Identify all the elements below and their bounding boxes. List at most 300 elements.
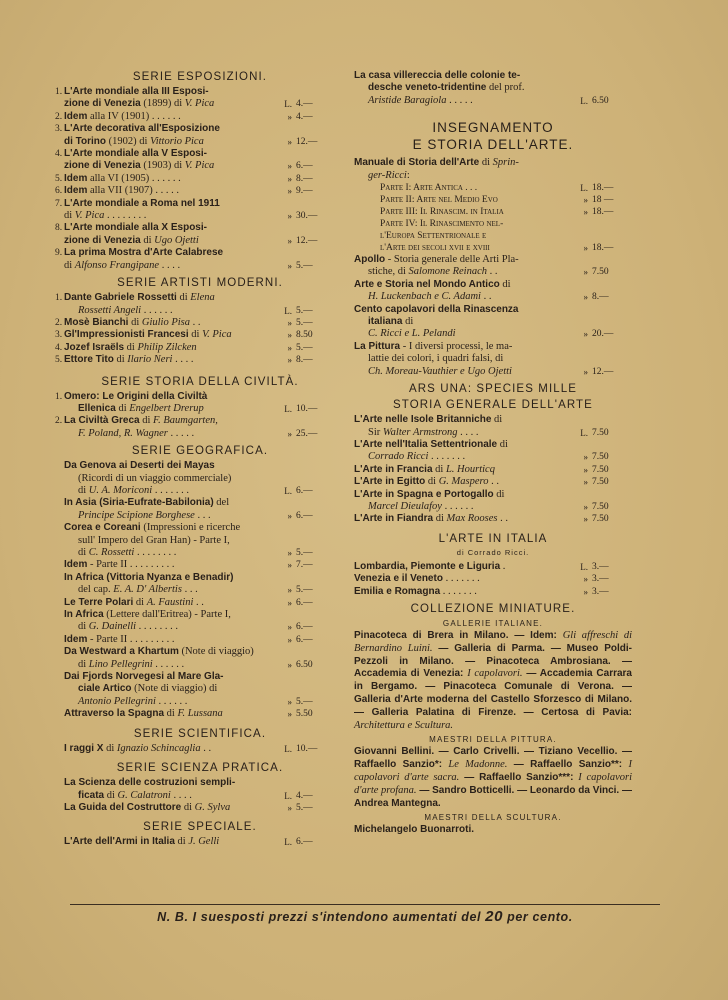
- currency-mark: »: [583, 267, 588, 278]
- currency-mark: »: [583, 366, 588, 377]
- entry-text: - Parte II . . . . . . . . .: [87, 559, 175, 571]
- para-italic: I capolavori d'arte sacra.: [354, 759, 632, 783]
- scultura-list: [354, 824, 632, 837]
- entry-title: L'Arte nelle Isole Britanniche: [354, 414, 492, 426]
- catalog-entry: [64, 836, 336, 848]
- entry-text: di: [181, 801, 195, 813]
- entry-author: V. Pica: [74, 210, 105, 222]
- entry-line2: [64, 210, 146, 221]
- entry-line2: [64, 696, 156, 707]
- entry-line2: [354, 451, 465, 462]
- entry-text: . . . . .: [446, 94, 473, 106]
- price: 5.—: [296, 696, 313, 707]
- entry-line2: [354, 82, 525, 93]
- entry-number: 4.: [55, 149, 63, 160]
- part-label: Parte II: Arte nel Medio Evo: [380, 195, 498, 206]
- entry-title: Dai Fjords Norvegesi al Mare Gla-: [64, 671, 224, 683]
- entry-text: . . .: [194, 509, 211, 521]
- entry-title: In Asia (Siria-Eufrate-Babilonia): [64, 497, 214, 509]
- entry-author: Salomone Reinach: [408, 266, 487, 278]
- entry-title: L'Arte nell'Italia Settentrionale: [354, 438, 498, 450]
- entry-title: L'Arte mondiale alla V Esposi-: [64, 148, 207, 160]
- section-title-italia: L'ARTE IN ITALIA: [438, 532, 548, 545]
- entry-title: In Africa (Vittoria Nyanza e Benadir): [64, 571, 234, 583]
- entry-text: . . . . . . .: [442, 573, 480, 585]
- currency-mark: »: [583, 464, 588, 475]
- catalog-entry: [55, 329, 336, 341]
- manuale-part: [354, 218, 632, 254]
- entry-text: di: [78, 658, 89, 670]
- entry-author: Ignazio Schincaglia: [116, 742, 201, 754]
- price: 7.50: [592, 514, 609, 525]
- catalog-entry: [55, 197, 336, 223]
- section-title-civilta: SERIE STORIA DELLA CIVILTÀ.: [101, 375, 299, 388]
- entry-text: di: [113, 354, 128, 366]
- currency-mark: »: [287, 186, 292, 197]
- entry-line2: [64, 98, 214, 109]
- currency-mark: »: [583, 501, 588, 512]
- para-bold: — Galleria di Parma. — Museo Poldi-Pezzoli in Milano. — Pinacoteca Ambrosiana. — Accademia di Venezia:: [354, 642, 632, 680]
- entry-text: di: [499, 278, 511, 290]
- entry-author: Ch. Moreau-Vauthier e Ugo Ojetti: [368, 365, 512, 377]
- entry-text: . .: [488, 476, 499, 488]
- catalog-entry: [354, 414, 632, 439]
- footer-rule: [70, 904, 660, 905]
- entry-title: La casa villereccia delle colonie te-: [354, 70, 521, 81]
- entry-title: L'Arte dell'Armi in Italia: [64, 836, 175, 848]
- entry-title: Le Terre Polari: [64, 596, 134, 608]
- entry-title: In Africa: [64, 609, 104, 621]
- entry-text: . .: [200, 742, 212, 754]
- catalog-entry: [55, 172, 336, 185]
- entry-title: Idem: [64, 110, 88, 122]
- entry-text: di: [164, 708, 178, 720]
- price: 6.—: [296, 485, 313, 496]
- entry-author: C. Rossetti: [88, 547, 135, 558]
- pittura-list: [354, 746, 632, 810]
- left-column: [55, 70, 336, 849]
- price: 5.—: [296, 342, 313, 353]
- currency-mark: »: [583, 207, 588, 218]
- currency-mark: »: [287, 342, 292, 353]
- entry-title: Apollo: [354, 254, 386, 266]
- entry-subtitle: sull' Impero del Gran Han) - Parte I,: [78, 534, 230, 546]
- entry-number: 5.: [55, 355, 63, 366]
- currency-mark: »: [287, 317, 292, 328]
- price: 7.50: [592, 267, 609, 278]
- spacer: [354, 107, 632, 115]
- para-italic: I capolavori.: [467, 668, 523, 680]
- entry-text: di: [78, 547, 89, 558]
- entry-author: Antonio Pellegrini: [78, 695, 156, 707]
- catalog-entry: [55, 415, 336, 440]
- entry-text: di: [115, 402, 130, 414]
- price: 5.—: [296, 317, 313, 328]
- currency-mark: »: [287, 173, 292, 184]
- entry-title: Manuale di Storia dell'Arte: [354, 157, 480, 169]
- entry-text: alla VII (1907) . . . . .: [87, 185, 180, 197]
- price: 6.—: [296, 597, 313, 608]
- catalog-entry: [55, 247, 336, 272]
- section-title-esposizioni: SERIE ESPOSIZIONI.: [132, 71, 268, 83]
- entry-title: Corea e Coreani: [64, 522, 141, 534]
- currency-mark: »: [287, 659, 292, 670]
- entry-author: F. Baumgarten,: [153, 415, 218, 427]
- currency-mark: L.: [580, 561, 588, 572]
- catalog-entry: [64, 671, 336, 708]
- entry-author: E. A. D' Albertis: [113, 584, 182, 596]
- para-bold: Michelangelo Buonarroti.: [354, 824, 475, 836]
- entry-number: 6.: [55, 186, 63, 197]
- entry-title-cont: zione di Venezia: [64, 234, 141, 246]
- entry-text: di: [64, 210, 75, 222]
- price: 12.—: [296, 235, 318, 246]
- price: 10.—: [296, 403, 318, 414]
- currency-mark: L.: [284, 743, 292, 754]
- currency-mark: »: [583, 292, 588, 303]
- currency-mark: L.: [284, 790, 292, 801]
- entry-author: G. Sylva: [194, 801, 231, 813]
- entry-text: . . . . . .: [155, 695, 188, 707]
- entry-text: - Parte II . . . . . . . . .: [87, 633, 175, 645]
- catalog-entry: [354, 573, 632, 585]
- catalog-entry: [354, 476, 632, 488]
- entry-text: . .: [193, 596, 204, 608]
- section-title-ars-2: STORIA GENERALE DELL'ARTE: [393, 399, 593, 412]
- currency-mark: »: [583, 243, 588, 254]
- para-bold: Pinacoteca di Brera in Milano. — Idem:: [354, 629, 563, 641]
- entry-author: Elena: [190, 292, 215, 304]
- entry-author: Ugo Ojetti: [154, 234, 199, 246]
- catalog-entry: [354, 489, 632, 514]
- catalog-entry: [64, 609, 336, 634]
- para-bold: Giovanni Bellini. — Carlo Crivelli. — Tiziano Vecellio. — Raffaello Sanzio*:: [354, 746, 632, 771]
- entry-text: . . .: [181, 584, 198, 596]
- para-bold: — Raffaello Sanzio***:: [459, 771, 579, 783]
- entry-author: Sprin-: [492, 157, 519, 169]
- entry-number: 2.: [55, 416, 63, 427]
- section-title-ars: ARS UNA: SPECIES MILLE: [409, 383, 577, 396]
- entry-text: . . . .: [159, 259, 181, 271]
- entry-author: Giulio Pisa: [141, 316, 191, 328]
- entry-text: . . . . . .: [152, 658, 185, 670]
- entry-text: di: [479, 157, 493, 169]
- catalog-entry: [55, 222, 336, 247]
- currency-mark: »: [287, 211, 292, 222]
- price: 20.—: [592, 329, 614, 340]
- entry-text: . . . .: [457, 426, 479, 438]
- entry-text: Sir: [368, 426, 383, 438]
- entry-author: V. Pica: [202, 329, 232, 341]
- entry-author-cont: ger-Ricci: [368, 169, 407, 181]
- entry-title: Idem: [64, 559, 88, 571]
- catalog-entry: [64, 743, 336, 755]
- entry-title: Idem: [64, 185, 88, 197]
- catalog-entry: [64, 597, 336, 609]
- entry-number: 1.: [55, 391, 63, 402]
- entry-text: del: [213, 497, 230, 509]
- gallerie-list: [354, 630, 632, 732]
- price: 6.—: [296, 622, 313, 633]
- catalog-entry: [354, 561, 632, 573]
- currency-mark: »: [583, 477, 588, 488]
- catalog-entry: [55, 148, 336, 173]
- entry-title-cont: desche veneto-tridentine: [368, 82, 487, 94]
- entry-line2: [64, 136, 204, 147]
- part-label-cont: l'Arte dei secoli xvii e xviii: [380, 243, 490, 254]
- currency-mark: »: [287, 136, 292, 147]
- entry-number: 1.: [55, 293, 63, 304]
- entry-author: C. Ricci e L. Pelandi: [368, 328, 456, 340]
- currency-mark: »: [583, 329, 588, 340]
- section-title-insegnamento-2: E STORIA DELL'ARTE.: [412, 137, 574, 153]
- currency-mark: L.: [284, 837, 292, 848]
- entry-text: di: [78, 484, 89, 496]
- entry-title-cont: ficata: [78, 789, 105, 801]
- entry-text: di: [64, 259, 75, 271]
- catalog-entry: [64, 572, 336, 597]
- entry-author: Corrado Ricci: [368, 451, 429, 463]
- entry-title: La Scienza delle costruzioni sempli-: [64, 777, 236, 789]
- price: 18.—: [592, 243, 614, 254]
- currency-mark: »: [583, 574, 588, 585]
- price: 7.50: [592, 452, 609, 463]
- entry-text: . . . . .: [167, 427, 195, 439]
- entry-title: L'Arte mondiale alla X Esposi-: [64, 222, 207, 234]
- entry-text: di: [78, 621, 89, 633]
- price: 12.—: [592, 366, 614, 377]
- entry-text: di: [139, 415, 154, 427]
- entry-line2: [64, 547, 134, 558]
- entry-text: di: [497, 438, 508, 450]
- footer-pre: N. B. I suesposti prezzi s'intendono aumentati del: [157, 910, 486, 924]
- price: 4.—: [296, 111, 313, 122]
- entry-text: . .: [480, 291, 492, 303]
- entry-author-cont: Rossetti Angeli: [78, 304, 142, 316]
- para-italic: Gli affreschi di Bernardino Luini.: [354, 629, 632, 654]
- entry-text: (Note di viaggio): [178, 646, 254, 658]
- catalog-entry: [55, 86, 336, 111]
- catalog-entry: [55, 354, 336, 366]
- right-column: [354, 70, 632, 837]
- currency-mark: »: [287, 802, 292, 813]
- entry-title: Jozef Israëls: [64, 341, 125, 353]
- para-bold: — Raffaello Sanzio**:: [507, 759, 629, 771]
- entry-title: Attraverso la Spagna: [64, 708, 165, 720]
- manuale-part: [354, 194, 632, 206]
- entry-text: . . . .: [170, 789, 192, 801]
- entry-line2: [64, 235, 199, 246]
- entry-line2: [64, 621, 136, 632]
- entry-title: Mosè Bianchi: [64, 316, 129, 328]
- entry-text: . . . . . . . .: [104, 210, 147, 222]
- entry-text: di: [104, 789, 118, 801]
- entry-author: Alfonso Frangipane: [74, 259, 160, 271]
- entry-author: Aristide Baragiola: [368, 94, 447, 106]
- entry-number: 5.: [55, 173, 63, 184]
- price: 7.50: [592, 501, 609, 512]
- price: 6.50: [592, 95, 609, 106]
- entry-author: L. Hourticq: [445, 463, 495, 475]
- entry-text: . .: [190, 316, 201, 328]
- entry-author: Vittorio Pica: [150, 135, 204, 147]
- price: 7.50: [592, 477, 609, 488]
- currency-mark: »: [287, 355, 292, 366]
- manuale-part: [354, 206, 632, 218]
- entry-author: Marcel Dieulafoy: [368, 500, 442, 512]
- price: 12.—: [296, 136, 318, 147]
- entry-text: di: [425, 476, 439, 488]
- price: 5.—: [296, 305, 313, 316]
- price: 5.—: [296, 548, 313, 558]
- catalog-entry: [55, 316, 336, 329]
- entry-text: (Note di viaggio) di: [131, 683, 218, 695]
- para-bold: — Sandro Botticelli. — Leonardo da Vinci. — Andrea Mantegna.: [354, 784, 632, 809]
- entry-author: Lino Pellegrini: [88, 658, 153, 670]
- catalog-entry: [64, 777, 336, 802]
- part-label: Parte III: Il Rinascim. in Italia: [380, 207, 504, 218]
- currency-mark: »: [287, 548, 292, 558]
- price: 5.—: [296, 802, 313, 813]
- entry-title: La Civiltà Greca: [64, 415, 140, 427]
- currency-mark: »: [583, 195, 588, 206]
- gallerie-heading: GALLERIE ITALIANE.: [442, 618, 544, 628]
- entry-author: G. Calatroni: [117, 789, 171, 801]
- entry-title: Emilia e Romagna: [354, 585, 441, 597]
- catalog-entry: [55, 390, 336, 416]
- entry-line2: [354, 427, 478, 438]
- entry-author: Principe Scipione Borghese: [78, 509, 195, 521]
- currency-mark: »: [583, 452, 588, 463]
- catalog-entry: [64, 646, 336, 671]
- entry-author: H. Luckenbach e C. Adami: [368, 291, 481, 303]
- catalog-entry: [354, 464, 632, 476]
- para-italic: I capolavori d'arte profana.: [354, 771, 633, 796]
- entry-text: alla IV (1901) . . . . . .: [87, 110, 181, 122]
- entry-text: (Lettere dall'Eritrea) - Parte I,: [103, 609, 231, 621]
- entry-text: . . . . . . .: [428, 451, 466, 463]
- entry-text: di: [128, 316, 142, 328]
- catalog-entry: [64, 802, 336, 814]
- entry-text: di: [188, 329, 203, 341]
- currency-mark: »: [287, 428, 292, 439]
- entry-line2: [64, 260, 180, 271]
- entry-number: 3.: [55, 124, 63, 135]
- part-label: Parte I: Arte Antica . . .: [380, 183, 478, 194]
- catalog-entry: [64, 522, 336, 559]
- entry-text: di: [176, 292, 191, 304]
- entry-author: Philip Zilcken: [137, 341, 197, 353]
- entry-title: L'Arte mondiale a Roma nel 1911: [64, 197, 220, 209]
- section-title-insegnamento: INSEGNAMENTO: [432, 120, 554, 136]
- entry-text: di: [432, 463, 446, 475]
- entry-author-cont: F. Poland, R. Wagner: [78, 427, 168, 439]
- entry-line2: [64, 659, 153, 670]
- catalog-entry: [354, 304, 632, 341]
- price: 18.—: [592, 207, 614, 218]
- currency-mark: »: [287, 510, 292, 521]
- price: 25.—: [296, 428, 318, 439]
- entry-text: . . . . . .: [441, 500, 474, 512]
- section-title-geografica: SERIE GEOGRAFICA.: [131, 445, 269, 458]
- currency-mark: »: [287, 260, 292, 271]
- entry-author: J. Gelli: [188, 836, 220, 848]
- entry-author: G. Maspero: [438, 476, 489, 488]
- catalog-entry: [55, 123, 336, 148]
- para-italic: Architettura e Scultura.: [354, 719, 454, 731]
- entry-title: L'Arte in Spagna e Portogallo: [354, 488, 494, 500]
- entry-text: . . . . . . .: [152, 484, 189, 496]
- entry-title: L'Arte in Fiandra: [354, 513, 434, 525]
- entry-title: Idem: [64, 172, 88, 184]
- currency-mark: L.: [284, 305, 292, 316]
- entry-text: . . . .: [172, 354, 194, 366]
- entry-title-cont: ciale Artico: [78, 683, 132, 695]
- catalog-entry: [64, 708, 336, 720]
- currency-mark: »: [287, 634, 292, 645]
- price: 5.—: [296, 260, 313, 271]
- price: 6.50: [296, 659, 313, 670]
- currency-mark: »: [287, 709, 292, 720]
- entry-line2: [64, 584, 182, 595]
- entry-author: Max Rooses: [446, 513, 498, 525]
- currency-mark: »: [583, 514, 588, 525]
- price: 8.—: [296, 355, 313, 366]
- currency-mark: »: [287, 585, 292, 596]
- catalog-entry: [354, 254, 632, 279]
- currency-mark: »: [287, 696, 292, 707]
- entry-text: di: [140, 234, 155, 246]
- entry-text: (Impressioni e ricerche: [140, 522, 241, 534]
- entry-line3: [354, 95, 473, 106]
- catalog-entry: [354, 439, 632, 464]
- entry-title: La Pittura: [354, 340, 401, 352]
- entry-line2: [64, 160, 214, 171]
- entry-subtitle: (Ricordi di un viaggio commerciale): [78, 472, 232, 484]
- entry-text: . . . . . . .: [440, 585, 477, 597]
- section-title-speciale: SERIE SPECIALE.: [143, 821, 257, 834]
- entry-author: V. Pica: [184, 98, 215, 110]
- entry-text: (1899) di: [140, 98, 185, 110]
- entry-title-cont: zione di Venezia: [64, 98, 141, 110]
- entry-text: di: [402, 316, 414, 328]
- section-subtitle-italia: di Corrado Ricci.: [456, 547, 530, 557]
- entry-text: . .: [497, 513, 509, 525]
- entry-line2: lattie dei colori, i quadri falsi, di: [368, 353, 504, 365]
- entry-author: Walter Armstrong: [382, 426, 458, 438]
- entry-author: G. Dainelli: [88, 621, 137, 633]
- currency-mark: »: [287, 560, 292, 571]
- catalog-entry: [354, 341, 632, 378]
- currency-mark: L.: [580, 427, 588, 438]
- entry-text: .: [500, 560, 506, 572]
- entry-number: 7.: [55, 198, 63, 209]
- entry-title: Gl'Impressionisti Francesi: [64, 329, 189, 341]
- entry-author: V. Pica: [184, 160, 215, 172]
- price: 18.—: [592, 183, 614, 194]
- entry-text: - Storia generale delle Arti Pla-: [385, 254, 519, 266]
- entry-title: Dante Gabriele Rossetti: [64, 292, 177, 304]
- entry-text: del cap.: [78, 584, 114, 596]
- price: 7.—: [296, 560, 313, 571]
- entry-text: di: [493, 488, 505, 500]
- price: 7.50: [592, 464, 609, 475]
- currency-mark: L.: [284, 403, 292, 414]
- entry-number: 2.: [55, 111, 63, 122]
- entry-text: del prof.: [486, 82, 525, 94]
- entry-title: Da Westward a Khartum: [64, 646, 179, 658]
- entry-number: 1.: [55, 87, 63, 97]
